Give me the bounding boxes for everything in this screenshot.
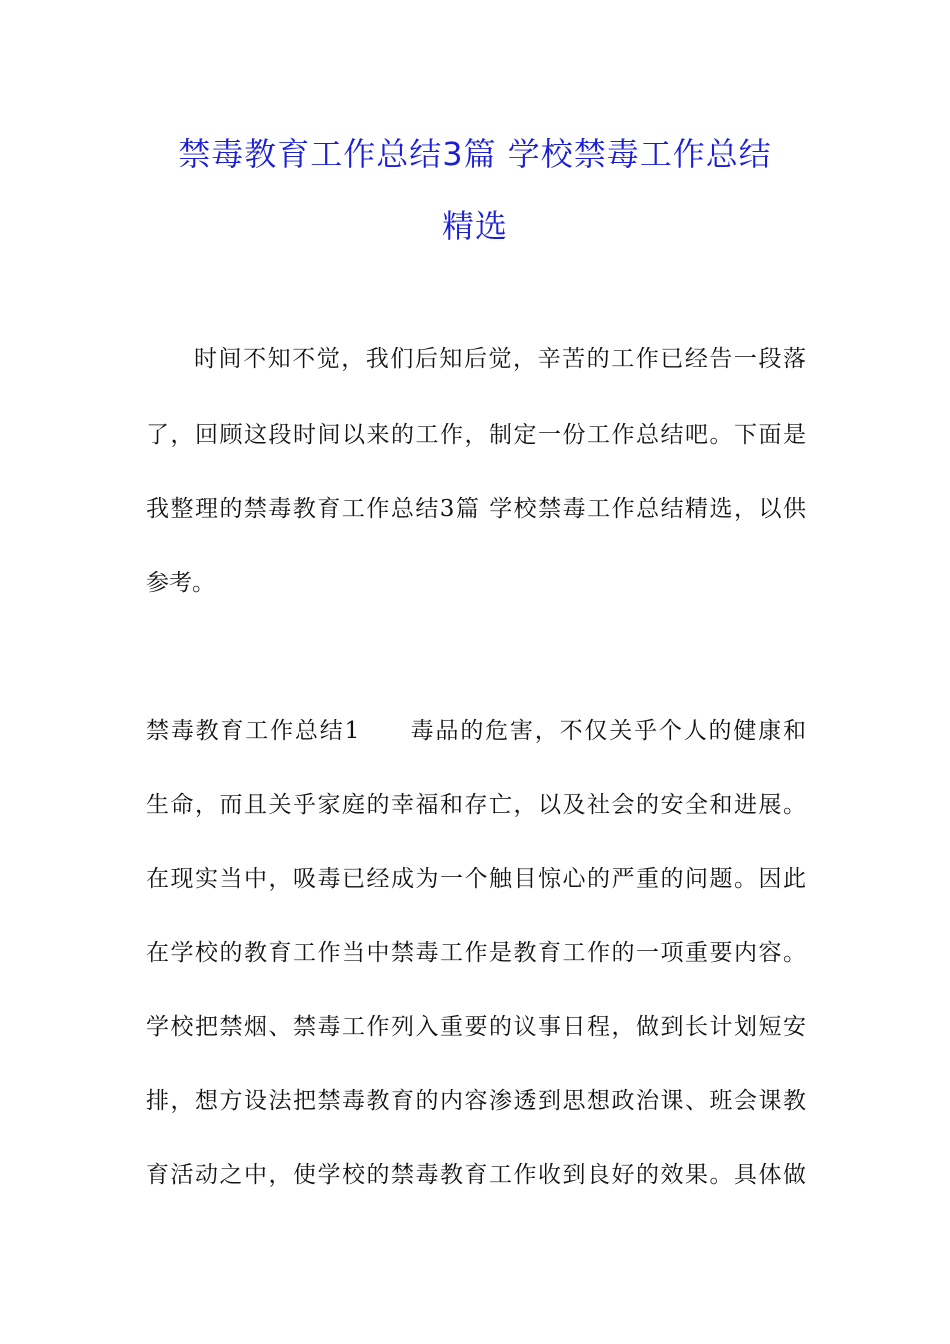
section1-paragraph-line: 生命，而且关乎家庭的幸福和存亡，以及社会的安全和进展。 [146,792,806,818]
document-title-line-2: 精选 [441,207,508,245]
intro-paragraph-line: 时间不知不觉，我们后知后觉，辛苦的工作已经告一段落 [194,346,806,372]
section1-paragraph-line: 排，想方设法把禁毒教育的内容渗透到思想政治课、班会课教 [146,1088,806,1114]
section1-paragraph-line: 在学校的教育工作当中禁毒工作是教育工作的一项重要内容。 [146,940,806,966]
section1-paragraph-line: 在现实当中，吸毒已经成为一个触目惊心的严重的问题。因此 [146,866,806,892]
section1-paragraph-line: 育活动之中，使学校的禁毒教育工作收到良好的效果。具体做 [146,1162,806,1188]
document-title-line-1: 禁毒教育工作总结3篇 学校禁毒工作总结 [178,135,772,173]
intro-paragraph-line: 我整理的禁毒教育工作总结3篇 学校禁毒工作总结精选，以供 [146,496,806,522]
intro-paragraph-line: 参考。 [146,570,215,596]
section1-paragraph-line: 学校把禁烟、禁毒工作列入重要的议事日程，做到长计划短安 [146,1014,806,1040]
intro-paragraph-line: 了，回顾这段时间以来的工作，制定一份工作总结吧。下面是 [146,422,806,448]
section1-paragraph-line: 禁毒教育工作总结1 毒品的危害，不仅关乎个人的健康和 [146,718,806,744]
